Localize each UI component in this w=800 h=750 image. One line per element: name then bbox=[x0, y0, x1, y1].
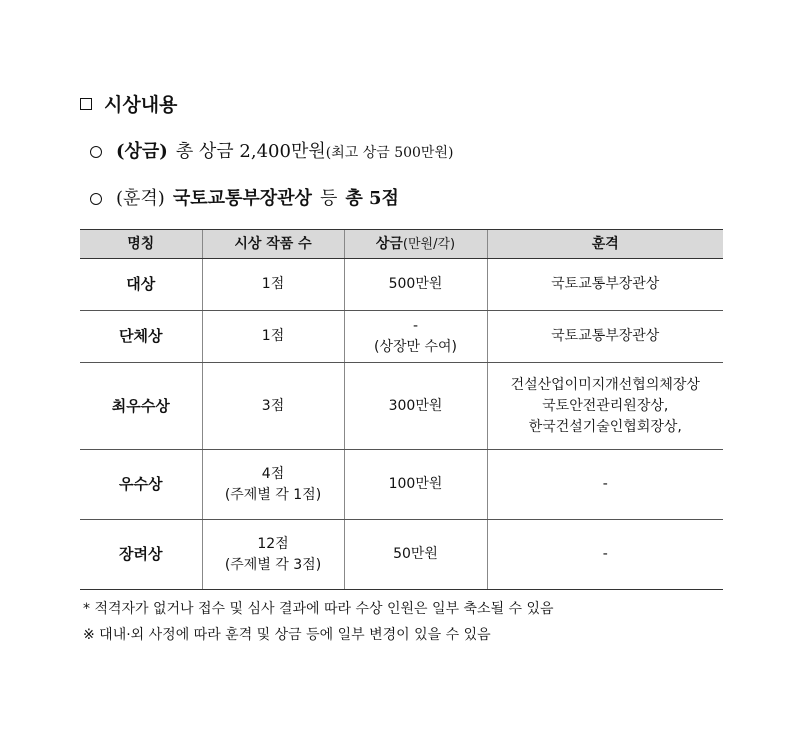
decoration-bullet bbox=[90, 184, 399, 210]
footnote-reduction: * 적격자가 없거나 접수 및 심사 결과에 따라 수상 인원은 일부 축소될 수 있음 bbox=[83, 601, 554, 617]
decoration-total: 총 5점 bbox=[345, 188, 399, 209]
decoration-mid: 등 bbox=[319, 188, 338, 209]
award-name-cell: 우수상 bbox=[80, 450, 202, 520]
award-name-cell: 장려상 bbox=[80, 520, 202, 590]
award-prize-cell: 100만원 bbox=[344, 450, 487, 520]
prize-note: (최고 상금 500만원) bbox=[325, 145, 454, 161]
award-decoration-cell: - bbox=[487, 450, 723, 520]
award-count-cell: 1점 bbox=[202, 311, 344, 363]
section-title: 시상내용 bbox=[104, 94, 178, 116]
decoration-label: (훈격) bbox=[116, 188, 165, 209]
award-name-cell: 단체상 bbox=[80, 311, 202, 363]
award-name-cell: 대상 bbox=[80, 259, 202, 311]
header-count: 시상 작품 수 bbox=[202, 230, 344, 259]
table-row bbox=[80, 450, 723, 520]
award-prize-cell: 300만원 bbox=[344, 363, 487, 450]
award-prize-cell: - (상장만 수여) bbox=[344, 311, 487, 363]
award-count-cell: 3점 bbox=[202, 363, 344, 450]
award-count-cell: 1점 bbox=[202, 259, 344, 311]
circle-bullet-icon bbox=[90, 146, 102, 158]
prize-bullet bbox=[90, 137, 453, 163]
table-header-row bbox=[80, 230, 723, 259]
table-row bbox=[80, 311, 723, 363]
section-heading bbox=[80, 90, 177, 117]
award-decoration-cell: 국토교통부장관상 bbox=[487, 311, 723, 363]
header-prize: 상금(만원/각) bbox=[344, 230, 487, 259]
prize-label: (상금) bbox=[116, 141, 168, 162]
award-prize-cell: 500만원 bbox=[344, 259, 487, 311]
award-decoration-cell: 건설산업이미지개선협의체장상 국토안전관리원장상, 한국건설기술인협회장상, bbox=[487, 363, 723, 450]
footnote-change: ※ 대내·외 사정에 따라 훈격 및 상금 등에 일부 변경이 있을 수 있음 bbox=[83, 627, 491, 643]
award-name-cell: 최우수상 bbox=[80, 363, 202, 450]
table-row bbox=[80, 363, 723, 450]
table-row bbox=[80, 259, 723, 311]
award-table bbox=[80, 229, 723, 590]
award-prize-cell: 50만원 bbox=[344, 520, 487, 590]
table-row bbox=[80, 520, 723, 590]
award-decoration-cell: - bbox=[487, 520, 723, 590]
header-name: 명칭 bbox=[80, 230, 202, 259]
award-decoration-cell: 국토교통부장관상 bbox=[487, 259, 723, 311]
decoration-award-name: 국토교통부장관상 bbox=[172, 188, 312, 209]
header-decoration: 훈격 bbox=[487, 230, 723, 259]
prize-text: 총 상금 2,400만원 bbox=[175, 141, 326, 162]
award-count-cell: 4점 (주제별 각 1점) bbox=[202, 450, 344, 520]
award-count-cell: 12점 (주제별 각 3점) bbox=[202, 520, 344, 590]
square-bullet-icon bbox=[80, 98, 92, 110]
circle-bullet-icon bbox=[90, 193, 102, 205]
